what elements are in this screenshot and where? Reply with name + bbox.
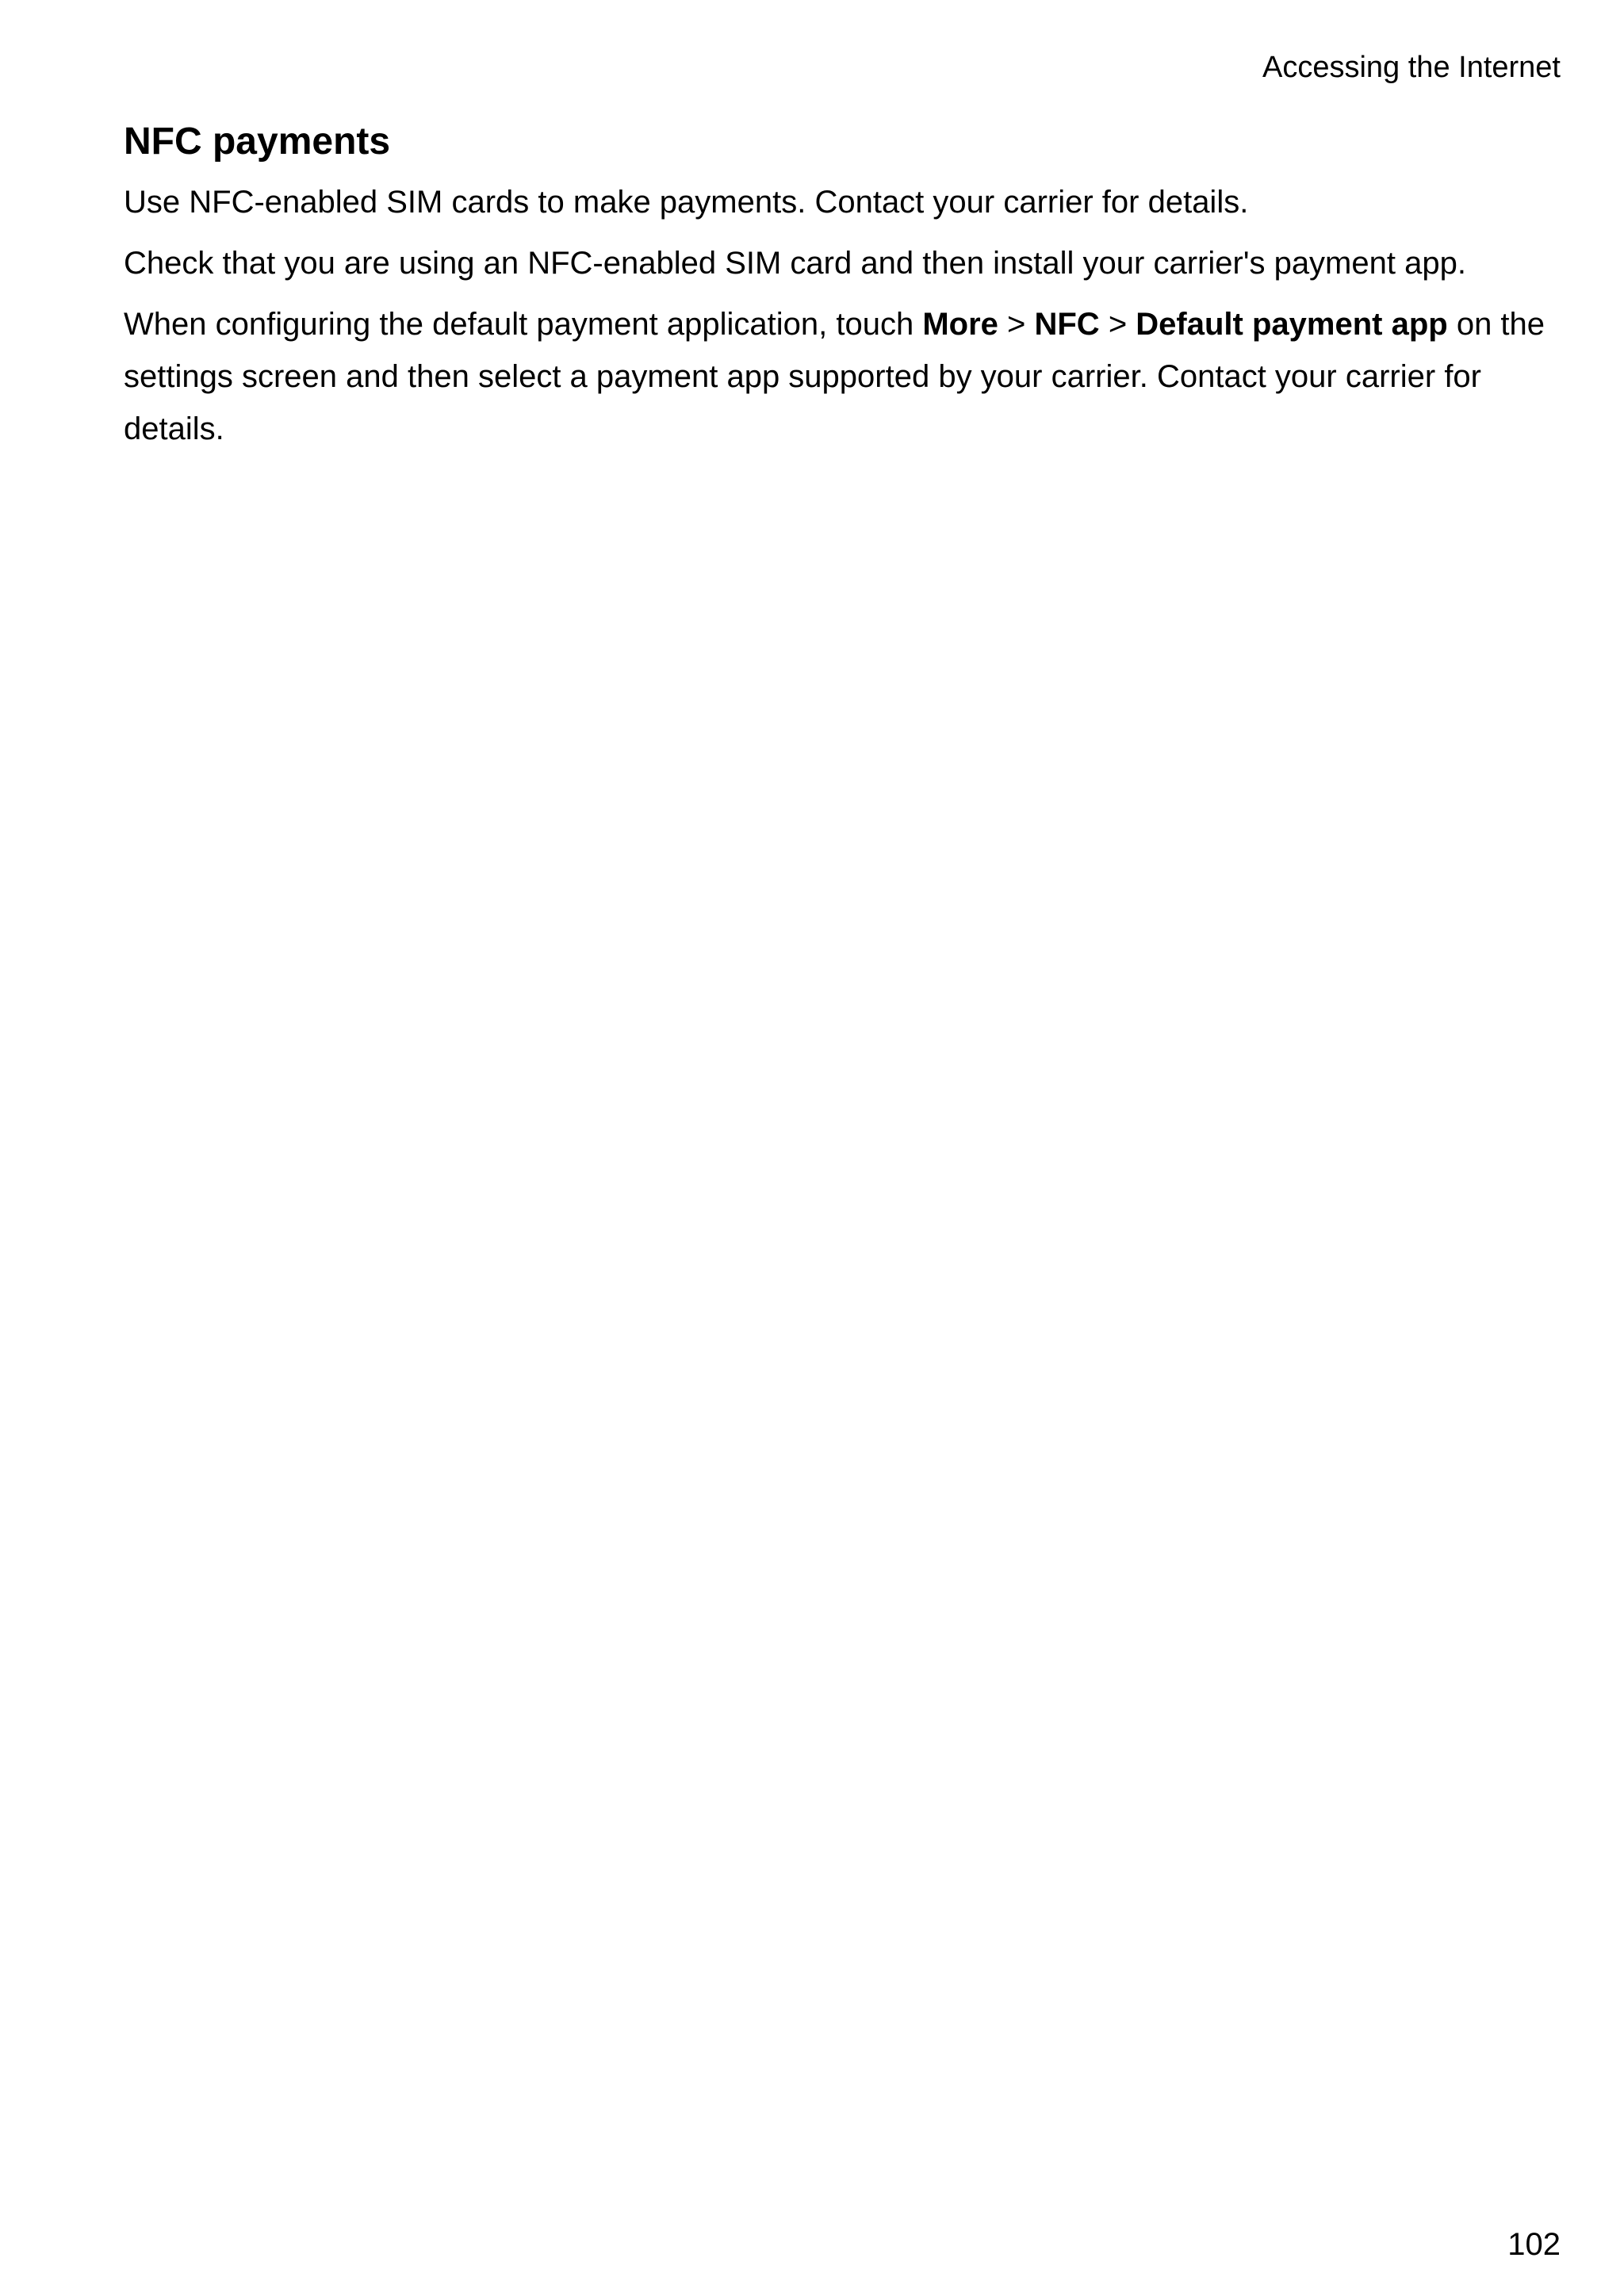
menu-path-default-payment-app: Default payment app: [1136, 307, 1448, 342]
paragraph-intro-text: When configuring the default payment application, touch: [124, 307, 923, 342]
section-title: NFC payments: [124, 121, 391, 163]
path-separator: >: [1099, 307, 1136, 342]
paragraph-outro-text: on the settings screen and then select a payment app supported by your carrier. Contact your carrier for details.: [124, 307, 1545, 446]
path-separator: >: [998, 307, 1035, 342]
menu-path-more: More: [922, 307, 998, 342]
running-header: Accessing the Internet: [1262, 51, 1561, 84]
paragraph-sim-payments: Use NFC-enabled SIM cards to make payments. Contact your carrier for details.: [124, 185, 1249, 220]
menu-path-nfc: NFC: [1034, 307, 1100, 342]
paragraph-check-sim: Check that you are using an NFC-enabled SIM card and then install your carrier's payment app.: [124, 246, 1466, 281]
page-content: [124, 116, 1551, 464]
page-number: 102: [1507, 2227, 1561, 2262]
paragraph-default-payment-app: [124, 298, 1551, 455]
